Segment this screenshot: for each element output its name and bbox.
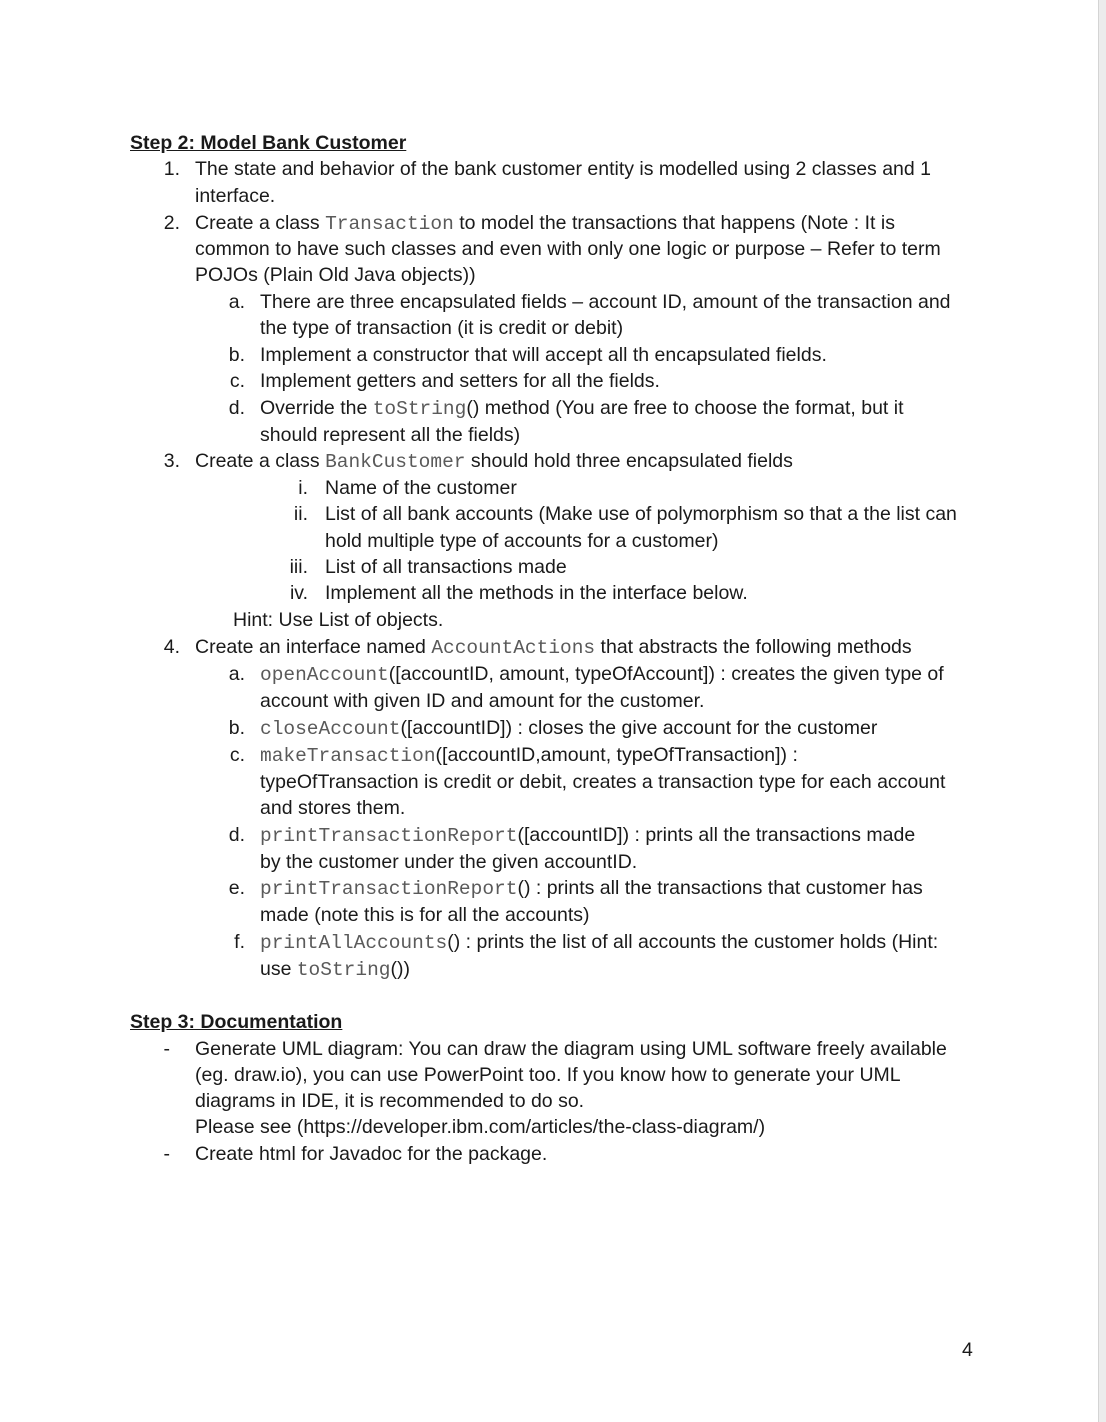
item4-sub-d-line1	[260, 823, 915, 848]
item2-code-transaction: Transaction	[325, 213, 454, 235]
item2-sub-a-line1: There are three encapsulated fields – account ID, amount of the transaction and	[260, 291, 951, 313]
item1-line2: interface.	[195, 185, 276, 207]
item4-code-accountactions: AccountActions	[431, 637, 596, 659]
item3-hint: Hint: Use List of objects.	[233, 609, 444, 631]
item2-marker: 2.	[163, 212, 180, 234]
item3-sub-i-line1: Name of the customer	[325, 477, 517, 499]
item4-sub-d-marker: d.	[228, 824, 245, 846]
step2-heading: Step 2: Model Bank Customer	[130, 132, 407, 154]
item3-sub-i-marker: i.	[298, 477, 308, 499]
item2-sub-b-line1: Implement a constructor that will accept all th encapsulated fields.	[260, 344, 827, 366]
item4-sub-b-marker: b.	[228, 717, 245, 739]
item3-prefix: Create a class	[195, 450, 326, 472]
item2-sub-b-marker: b.	[228, 344, 245, 366]
step3-heading: Step 3: Documentation	[130, 1011, 343, 1033]
item4-sub-b-line1	[260, 716, 877, 741]
item4-sub-f-line1	[260, 930, 938, 955]
step3-bullet1-line1: Generate UML diagram: You can draw the diagram using UML software freely available	[195, 1038, 947, 1060]
item1-marker: 1.	[163, 158, 180, 180]
item4-suffix: that abstracts the following methods	[595, 636, 912, 658]
item4-sub-c-code: makeTransaction	[260, 745, 436, 767]
item2-prefix: Create a class	[195, 212, 326, 234]
step3-bullet1-line2: (eg. draw.io), you can use PowerPoint too. If you know how to generate your UML	[195, 1064, 901, 1086]
item4-sub-e-marker: e.	[228, 877, 245, 899]
item3-suffix: should hold three encapsulated fields	[465, 450, 793, 472]
item2-sub-d-code-tostring: toString	[372, 398, 467, 420]
item2-sub-d-prefix: Override the	[260, 397, 373, 419]
item4-sub-f-marker: f.	[234, 931, 245, 953]
item2-line3: POJOs (Plain Old Java objects))	[195, 264, 476, 286]
item3-sub-iii-line1: List of all transactions made	[325, 556, 567, 578]
item3-sub-iv-line1: Implement all the methods in the interface below.	[325, 582, 748, 604]
item4-sub-e-suffix: () : prints all the transactions that customer has	[517, 877, 923, 899]
item4-sub-f-line2-code: toString	[296, 959, 391, 981]
item3-line1	[195, 449, 793, 474]
item4-sub-c-suffix: ([accountID,amount, typeOfTransaction]) :	[435, 744, 798, 766]
item4-sub-f-suffix: () : prints the list of all accounts the customer holds (Hint:	[447, 931, 939, 953]
item4-sub-a-suffix: ([accountID, amount, typeOfAccount]) : creates the given type of	[388, 663, 944, 685]
step3-bullet1-marker: -	[163, 1038, 170, 1060]
item4-sub-b-suffix: ([accountID]) : closes the give account for the customer	[400, 717, 878, 739]
item3-marker: 3.	[163, 450, 180, 472]
item4-sub-f-line2-suffix: ())	[390, 958, 410, 980]
item3-sub-ii-line2: hold multiple type of accounts for a customer)	[325, 530, 719, 552]
page-number: 4	[962, 1339, 973, 1361]
page-right-edge	[1098, 0, 1106, 1422]
item3-sub-ii-line1: List of all bank accounts (Make use of polymorphism so that a the list can	[325, 503, 957, 525]
item4-sub-e-code: printTransactionReport	[260, 878, 518, 900]
step3-bullet1-line4: Please see (https://developer.ibm.com/articles/the-class-diagram/)	[195, 1116, 766, 1138]
item2-line1	[195, 211, 895, 236]
item3-sub-iv-marker: iv.	[289, 582, 308, 604]
item2-sub-d-marker: d.	[228, 397, 245, 419]
item4-sub-e-line2: made (note this is for all the accounts)	[260, 904, 590, 926]
item4-sub-a-line1	[260, 662, 944, 687]
item2-sub-a-line2: the type of transaction (it is credit or debit)	[260, 317, 624, 339]
step3-bullet1-line3: diagrams in IDE, it is recommended to do so.	[195, 1090, 585, 1112]
item4-sub-b-code: closeAccount	[260, 718, 401, 740]
item1-line1: The state and behavior of the bank customer entity is modelled using 2 classes and 1	[195, 158, 932, 180]
item2-sub-d-line2: should represent all the fields)	[260, 424, 521, 446]
item2-sub-c-line1: Implement getters and setters for all the fields.	[260, 370, 660, 392]
item4-sub-f-line2	[260, 957, 410, 982]
item4-sub-c-line3: and stores them.	[260, 797, 406, 819]
item4-line1	[195, 635, 912, 660]
item4-sub-d-code: printTransactionReport	[260, 825, 518, 847]
item4-prefix: Create an interface named	[195, 636, 432, 658]
item4-sub-e-line1	[260, 876, 923, 901]
item4-sub-a-code: openAccount	[260, 664, 389, 686]
item2-sub-d-line1	[260, 396, 904, 421]
item4-marker: 4.	[163, 636, 180, 658]
item4-sub-f-code: printAllAccounts	[260, 932, 448, 954]
item3-sub-iii-marker: iii.	[289, 556, 308, 578]
item2-suffix: to model the transactions that happens (Note : It is	[453, 212, 895, 234]
item4-sub-f-line2-prefix: use	[260, 958, 297, 980]
item2-line2: common to have such classes and even with only one logic or purpose – Refer to term	[195, 238, 941, 260]
item4-sub-c-line2: typeOfTransaction is credit or debit, creates a transaction type for each account	[260, 771, 946, 793]
item4-sub-d-line2: by the customer under the given accountID.	[260, 851, 638, 873]
item2-sub-a-marker: a.	[228, 291, 245, 313]
item4-sub-a-line2: account with given ID and amount for the customer.	[260, 690, 705, 712]
step3-bullet2-line1: Create html for Javadoc for the package.	[195, 1143, 548, 1165]
item3-code-bankcustomer: BankCustomer	[325, 451, 466, 473]
step3-bullet2-marker: -	[163, 1143, 170, 1165]
item4-sub-c-line1	[260, 743, 798, 768]
item4-sub-c-marker: c.	[229, 744, 245, 766]
item3-sub-ii-marker: ii.	[293, 503, 308, 525]
item4-sub-d-suffix: ([accountID]) : prints all the transactions made	[517, 824, 916, 846]
item2-sub-d-suffix: () method (You are free to choose the format, but it	[466, 397, 904, 419]
item4-sub-a-marker: a.	[228, 663, 245, 685]
item2-sub-c-marker: c.	[229, 370, 245, 392]
